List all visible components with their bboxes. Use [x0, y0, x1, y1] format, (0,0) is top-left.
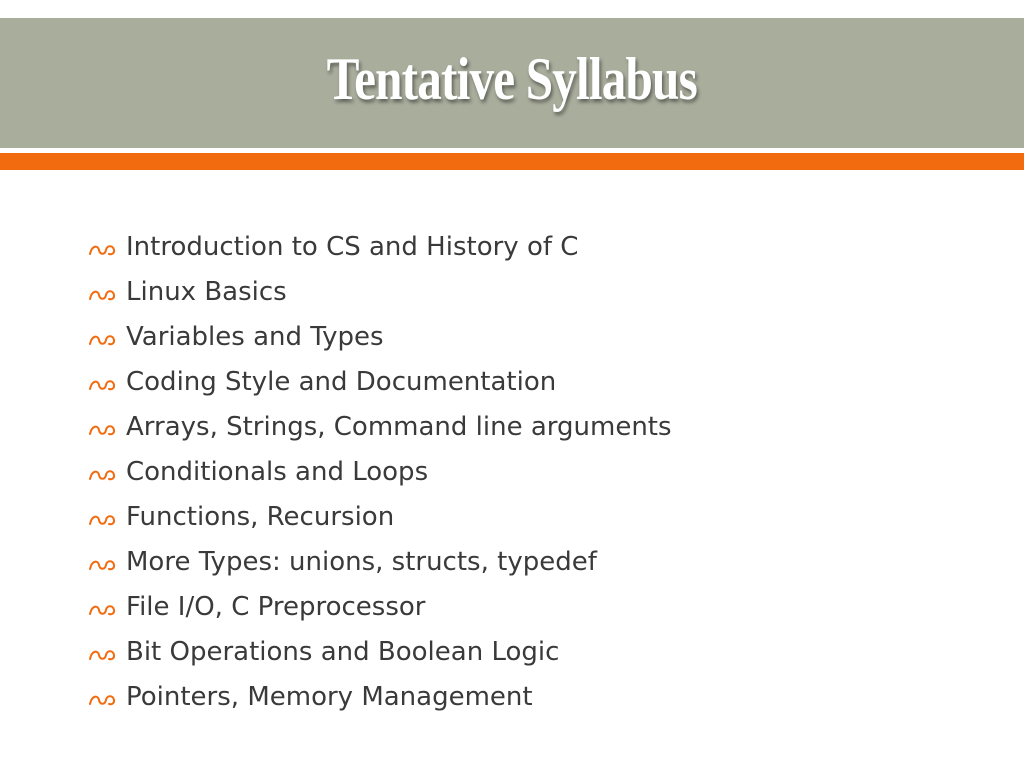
list-item	[88, 584, 672, 629]
list-item-label: Pointers, Memory Management	[126, 681, 533, 712]
list-item-label: Bit Operations and Boolean Logic	[126, 636, 560, 667]
list-item	[88, 359, 672, 404]
list-item-label: Conditionals and Loops	[126, 456, 429, 487]
curly-loop-icon	[88, 243, 116, 257]
syllabus-list	[88, 224, 672, 719]
curly-loop-icon	[88, 288, 116, 302]
slide-title: Tentative Syllabus	[326, 45, 698, 112]
curly-loop-icon	[88, 648, 116, 662]
list-item	[88, 539, 672, 584]
accent-bar	[0, 153, 1024, 170]
curly-loop-icon	[88, 558, 116, 572]
curly-loop-icon	[88, 423, 116, 437]
list-item-label: File I/O, C Preprocessor	[126, 591, 426, 622]
list-item	[88, 494, 672, 539]
list-item	[88, 449, 672, 494]
list-item	[88, 404, 672, 449]
list-item-label: Arrays, Strings, Command line arguments	[126, 411, 672, 442]
curly-loop-icon	[88, 333, 116, 347]
list-item	[88, 269, 672, 314]
curly-loop-icon	[88, 693, 116, 707]
title-band	[0, 18, 1024, 148]
curly-loop-icon	[88, 603, 116, 617]
curly-loop-icon	[88, 513, 116, 527]
list-item	[88, 224, 672, 269]
curly-loop-icon	[88, 468, 116, 482]
list-item-label: Coding Style and Documentation	[126, 366, 557, 397]
list-item-label: Introduction to CS and History of C	[126, 231, 579, 262]
list-item	[88, 674, 672, 719]
list-item-label: Functions, Recursion	[126, 501, 395, 532]
list-item	[88, 629, 672, 674]
list-item-label: Variables and Types	[126, 321, 384, 352]
list-item	[88, 314, 672, 359]
list-item-label: Linux Basics	[126, 276, 287, 307]
curly-loop-icon	[88, 378, 116, 392]
list-item-label: More Types: unions, structs, typedef	[126, 546, 597, 577]
